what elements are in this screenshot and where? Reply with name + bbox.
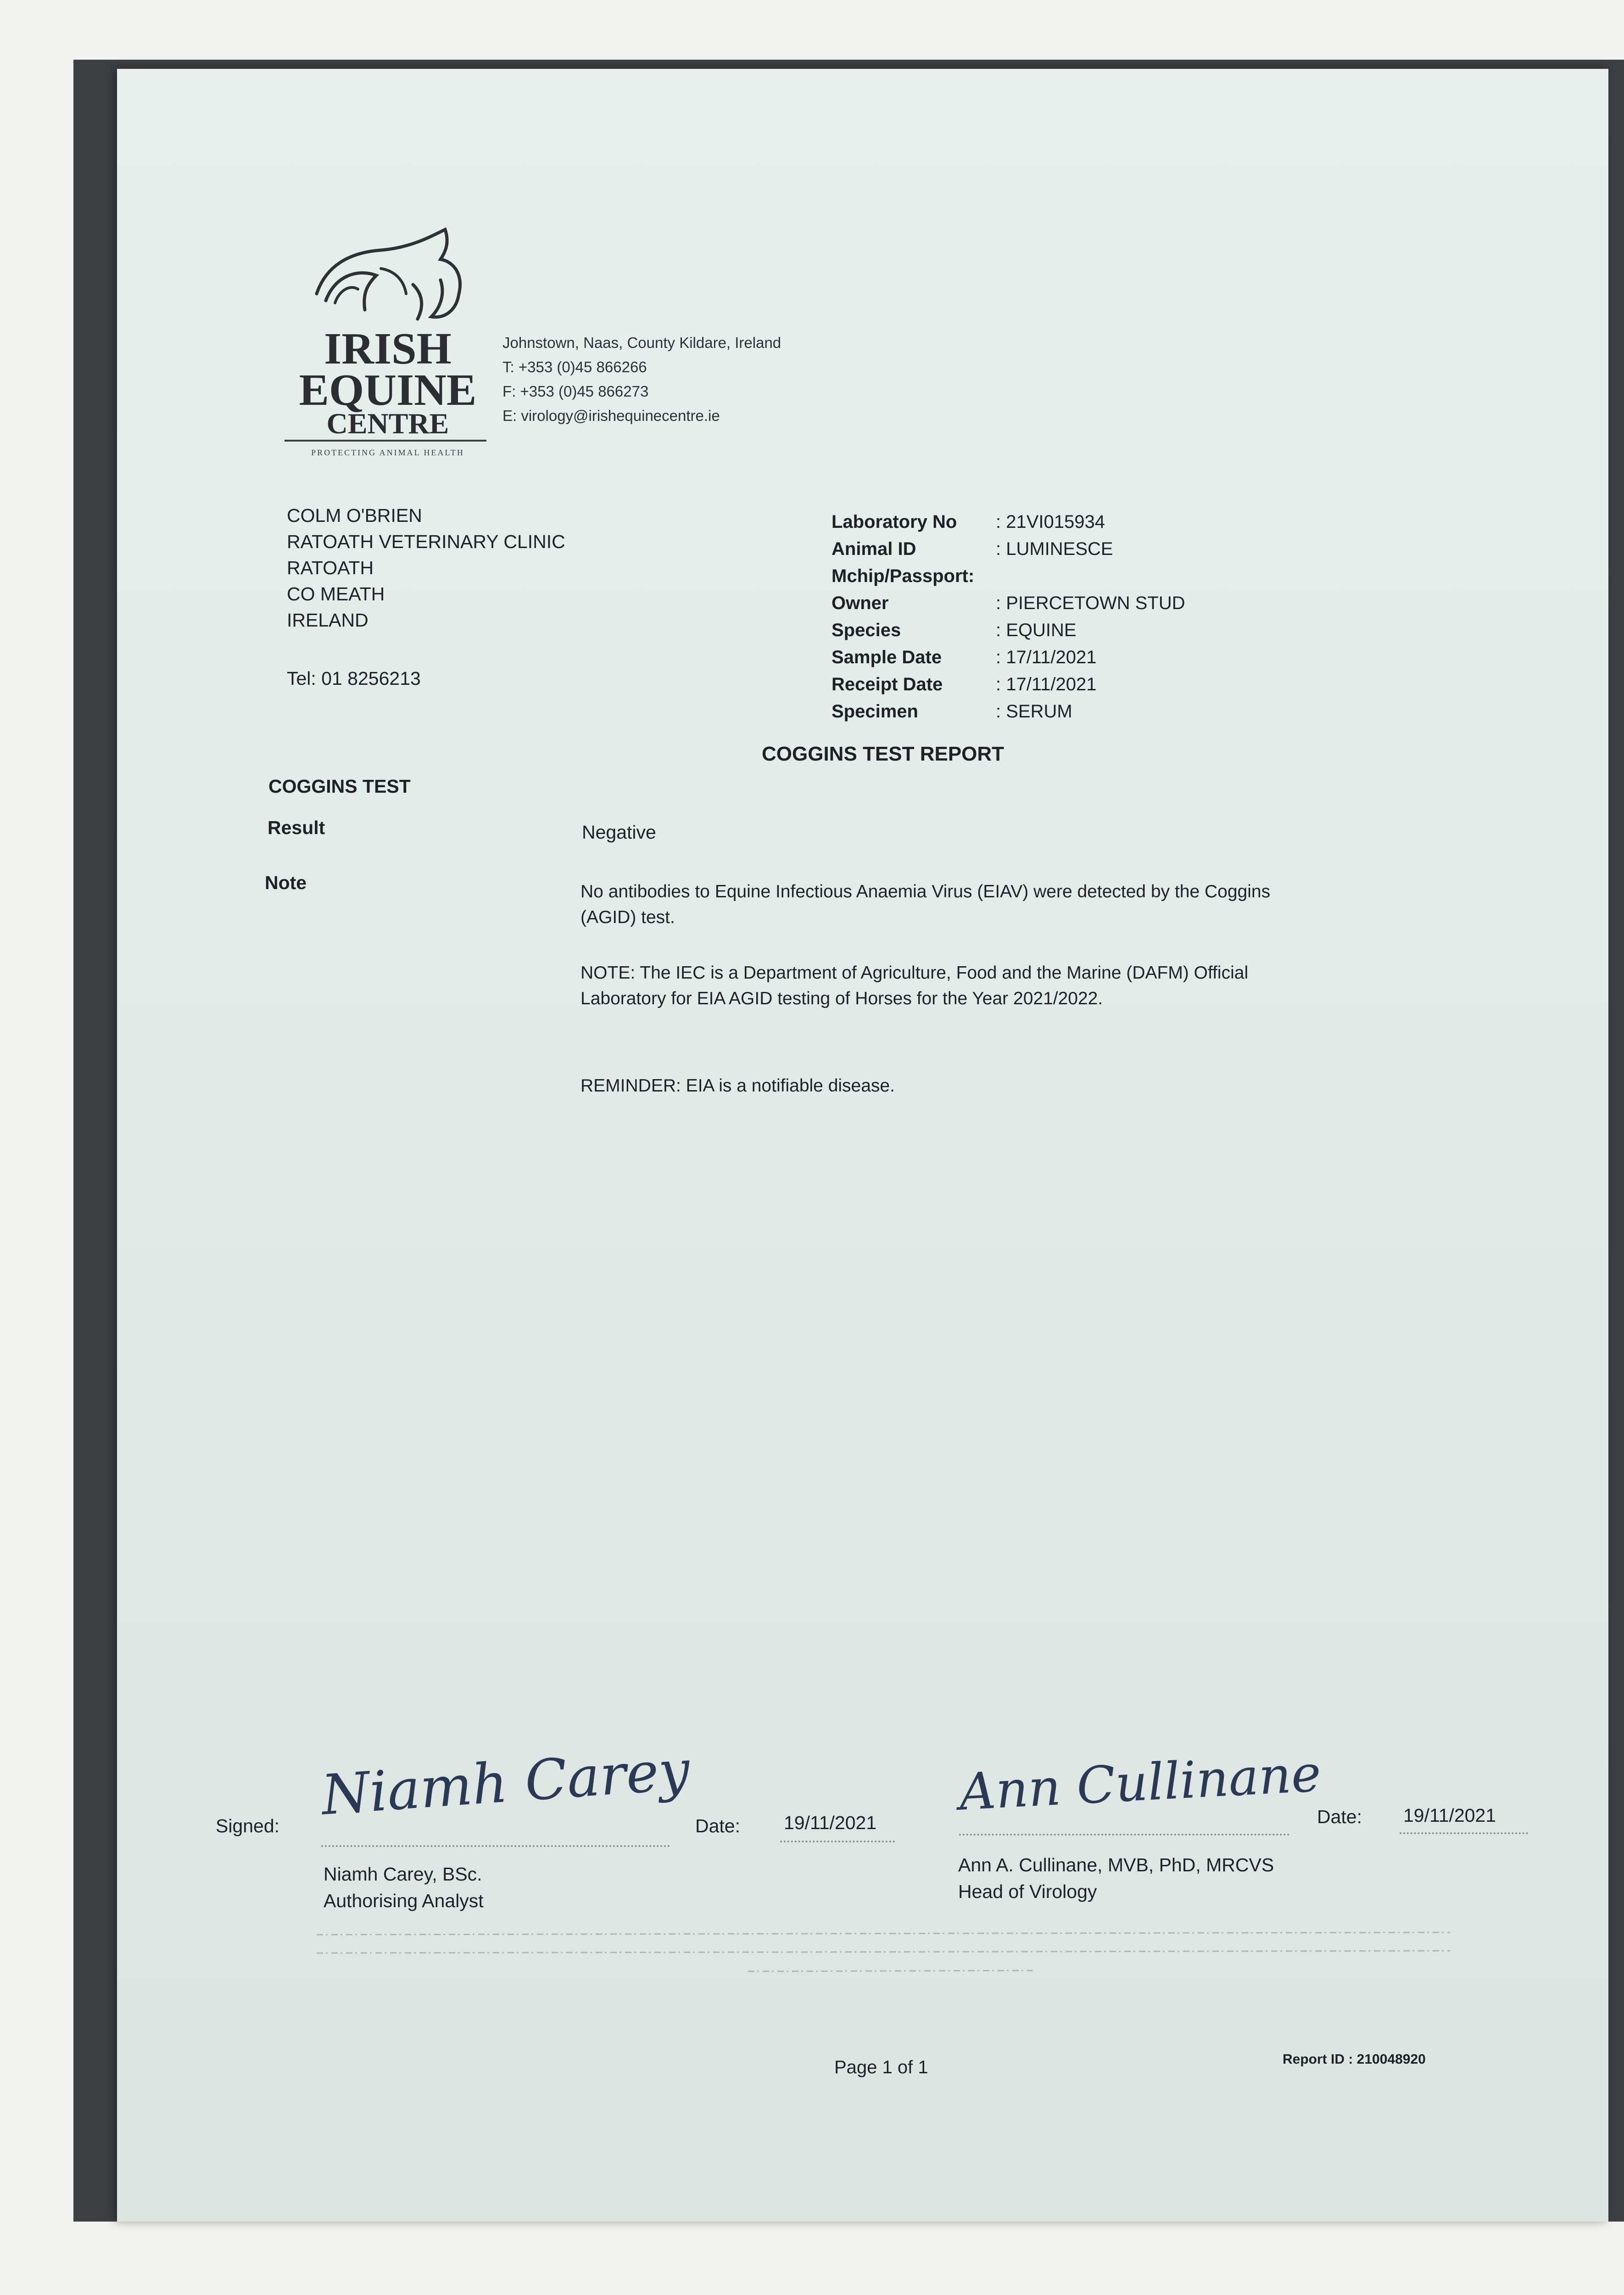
- faded-disclaimer: [317, 1926, 1455, 1981]
- label-receipt-date: Receipt Date: [832, 674, 943, 694]
- logo-divider: [285, 440, 486, 442]
- right-signer-name: Ann A. Cullinane, MVB, PhD, MRCVS: [958, 1854, 1274, 1875]
- signature-line: [321, 1845, 670, 1847]
- org-phone: T: +353 (0)45 866266: [502, 358, 647, 375]
- logo-word-centre: CENTRE: [326, 407, 449, 440]
- recipient-line: RATOATH VETERINARY CLINIC: [287, 531, 565, 552]
- date-label: Date:: [695, 1815, 740, 1836]
- report-id: Report ID : 210048920: [1283, 2052, 1426, 2067]
- value-receipt-date: : 17/11/2021: [996, 674, 1097, 694]
- value-sample-date: : 17/11/2021: [996, 647, 1097, 667]
- label-laboratory-no: Laboratory No: [832, 512, 957, 532]
- note-paragraph: NOTE: The IEC is a Department of Agriculture, Food and the Marine (DAFM) Official Laboratory for EIA AGID testing of Horses for the Year 2021/2022.: [580, 963, 1249, 1008]
- left-signer-title: Authorising Analyst: [324, 1890, 484, 1911]
- signature-ann-cullinane: Ann Cullinane: [958, 1744, 1323, 1822]
- horse-logo-icon: [307, 225, 473, 326]
- org-address: Johnstown, Naas, County Kildare, Ireland: [502, 334, 781, 351]
- irish-equine-centre-logo: [280, 216, 496, 473]
- org-fax: F: +353 (0)45 866273: [502, 383, 649, 400]
- sample-info-labels: [832, 509, 974, 725]
- value-animal-id: : LUMINESCE: [996, 539, 1113, 559]
- recipient-line: IRELAND: [287, 610, 368, 631]
- result-label: Result: [268, 817, 325, 838]
- label-sample-date: Sample Date: [832, 647, 942, 667]
- note-paragraph: No antibodies to Equine Infectious Anaemia Virus (EIAV) were detected by the Coggins (AGID) test.: [580, 882, 1271, 927]
- right-signer-title: Head of Virology: [958, 1881, 1097, 1902]
- label-owner: Owner: [832, 593, 889, 613]
- signature-niamh-carey: Niamh Carey: [319, 1738, 692, 1828]
- recipient-line: RATOATH: [287, 557, 374, 578]
- right-signature-date: 19/11/2021: [1403, 1805, 1496, 1826]
- org-email: E: virology@irishequinecentre.ie: [502, 407, 720, 424]
- value-owner: : PIERCETOWN STUD: [996, 593, 1185, 613]
- recipient-line: COLM O'BRIEN: [287, 505, 422, 526]
- recipient-address: [287, 503, 565, 633]
- faded-text-strokes: [317, 1926, 1455, 1981]
- logo-word-equine: EQUINE: [299, 365, 477, 415]
- left-signature-date: 19/11/2021: [784, 1812, 877, 1833]
- org-contact: [502, 330, 781, 428]
- sample-info-values: [996, 509, 1185, 725]
- note-paragraph: REMINDER: EIA is a notifiable disease.: [580, 1076, 895, 1096]
- label-mchip-passport: Mchip/Passport:: [832, 566, 975, 586]
- note-label: Note: [265, 872, 307, 893]
- result-value: Negative: [582, 822, 656, 843]
- value-laboratory-no: : 21VI015934: [996, 512, 1105, 532]
- date-label: Date:: [1317, 1806, 1362, 1827]
- page-number: Page 1 of 1: [834, 2057, 928, 2077]
- logo-tagline: PROTECTING ANIMAL HEALTH: [311, 448, 464, 457]
- recipient-line: CO MEATH: [287, 583, 385, 605]
- signed-label: Signed:: [216, 1815, 280, 1836]
- recipient-tel: Tel: 01 8256213: [287, 668, 421, 689]
- value-specimen: : SERUM: [996, 701, 1072, 722]
- date-line: [1400, 1832, 1528, 1834]
- date-line: [780, 1841, 895, 1842]
- label-animal-id: Animal ID: [832, 539, 916, 559]
- report-title: COGGINS TEST REPORT: [762, 743, 1005, 765]
- label-specimen: Specimen: [832, 701, 918, 722]
- section-title: COGGINS TEST: [268, 776, 411, 797]
- logo-word-irish: IRISH: [324, 324, 452, 374]
- value-mchip-passport: [996, 563, 1185, 590]
- value-species: : EQUINE: [996, 620, 1077, 640]
- signature-line: [959, 1834, 1289, 1836]
- left-signer-name: Niamh Carey, BSc.: [324, 1864, 482, 1885]
- label-species: Species: [832, 620, 901, 640]
